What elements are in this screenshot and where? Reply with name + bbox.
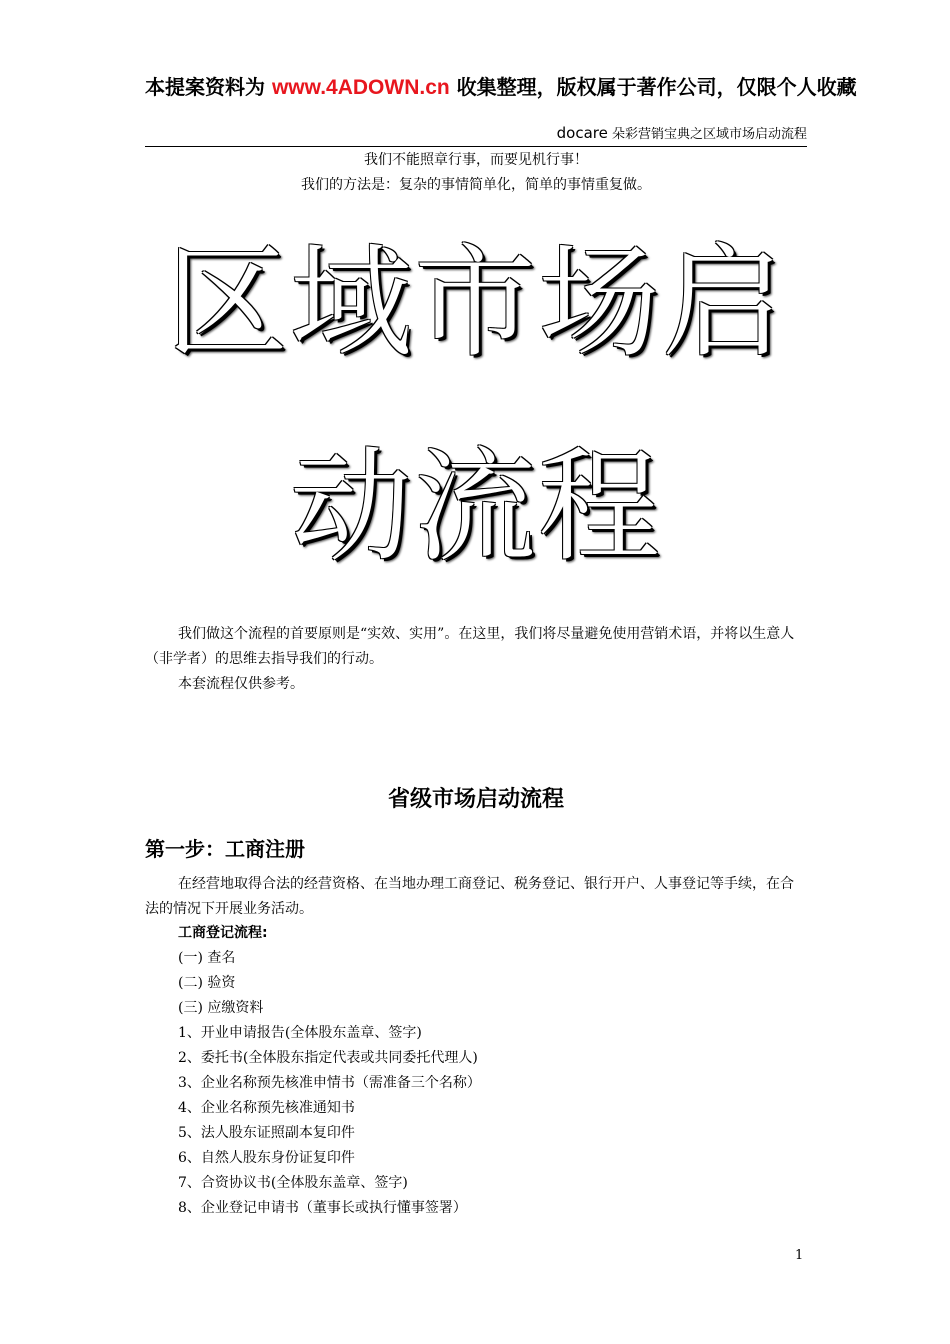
list-item: (一) 查名 (178, 950, 236, 966)
banner-suffix: 收集整理，版权属于著作公司，仅限个人收藏 (449, 75, 857, 99)
list-item: 8、企业登记申请书（董事长或执行懂事签署） (178, 1200, 467, 1216)
cover-title-line-1: 区域市场启 (166, 232, 786, 374)
copyright-banner (145, 70, 950, 104)
motto-line-2: 我们的方法是：复杂的事情简单化，简单的事情重复做。 (301, 177, 651, 193)
list-item: 1、开业申请报告(全体股东盖章、签字) (178, 1025, 422, 1041)
list-item: 2、委托书(全体股东指定代表或共同委托代理人) (178, 1050, 478, 1066)
banner-prefix: 本提案资料为 (145, 75, 272, 99)
step-1-title: 第一步：工商注册 (145, 837, 305, 861)
header-brand: docare (556, 124, 608, 142)
list-item: (三) 应缴资料 (178, 1000, 264, 1016)
running-header (145, 122, 807, 147)
list-item: 4、企业名称预先核准通知书 (178, 1100, 355, 1116)
motto-line-1: 我们不能照章行事，而要见机行事！ (364, 152, 588, 168)
section-title: 省级市场启动流程 (387, 787, 564, 812)
list-item: 6、自然人股东身份证复印件 (178, 1150, 355, 1166)
page-number: 1 (795, 1248, 804, 1263)
banner-site-link[interactable]: www.4ADOWN.cn (271, 76, 450, 99)
list-item: (二) 验资 (178, 975, 236, 991)
list-heading: 工商登记流程: (178, 925, 268, 941)
intro-text-1: 我们做这个流程的首要原则是“实效、实用”。在这里，我们将尽量避免使用营销术语，并将以生意人（非学者）的思维去指导我们的行动。 (145, 626, 795, 667)
list-item: 3、企业名称预先核准申情书（需准备三个名称） (178, 1075, 481, 1091)
intro-paragraph-1 (145, 622, 807, 672)
cover-title-line-2: 动流程 (290, 436, 662, 578)
registration-process-list (178, 921, 481, 1221)
step-1-desc-text: 在经营地取得合法的经营资格、在当地办理工商登记、税务登记、银行开户、人事登记等手续，在合法的情况下开展业务活动。 (145, 876, 794, 917)
list-item: 7、合资协议书(全体股东盖章、签字) (178, 1175, 408, 1191)
step-1-description (145, 872, 807, 922)
intro-paragraph-2 (145, 672, 807, 697)
intro-text-2: 本套流程仅供参考。 (178, 676, 304, 692)
header-subtitle: 朵彩营销宝典之区域市场启动流程 (607, 127, 807, 142)
list-item: 5、法人股东证照副本复印件 (178, 1125, 355, 1141)
